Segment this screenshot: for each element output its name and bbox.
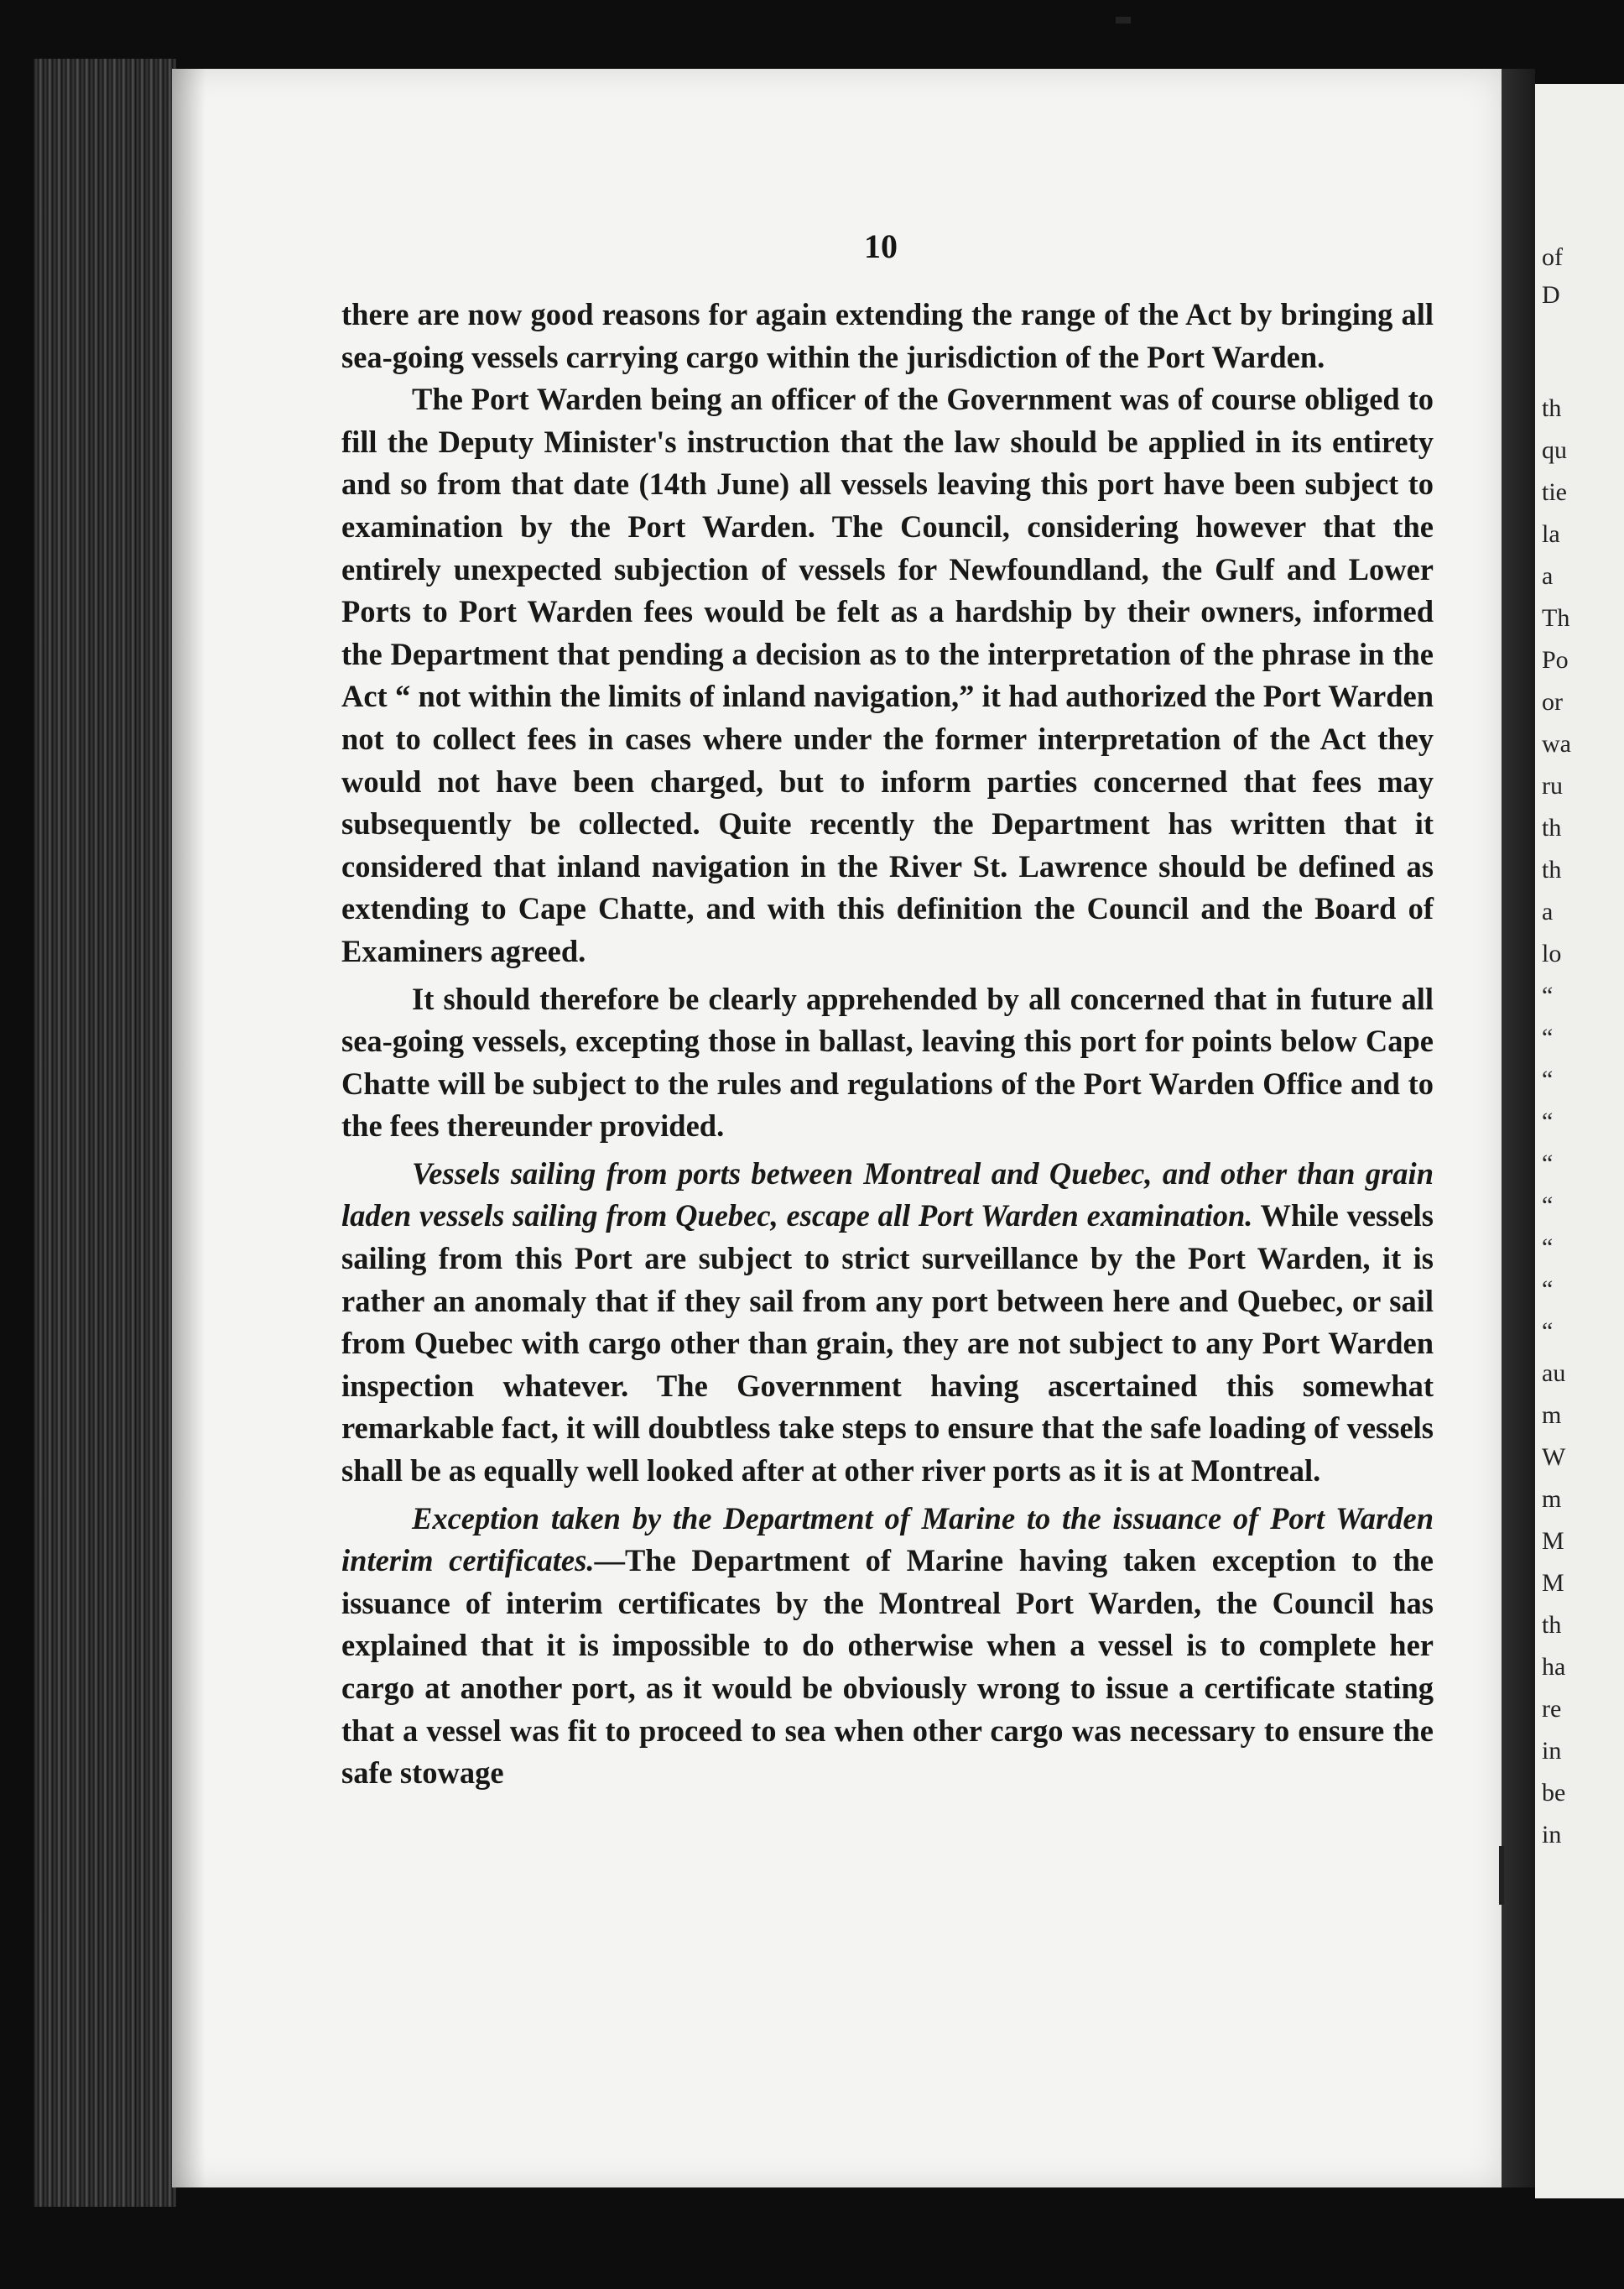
facing-page-text: “	[1542, 1150, 1554, 1177]
facing-page-text: W	[1542, 1443, 1566, 1471]
facing-page-text: ru	[1542, 772, 1563, 800]
facing-page-text: “	[1542, 1317, 1554, 1345]
facing-page-text: in	[1542, 1737, 1562, 1765]
facing-page-text: qu	[1542, 436, 1567, 464]
spine-gap	[1502, 69, 1535, 2187]
facing-page-text: a	[1542, 898, 1554, 926]
facing-page-text: “	[1542, 982, 1554, 1009]
scan-mark	[1116, 17, 1131, 23]
paragraph-4	[341, 1153, 1434, 1493]
facing-page-text: Po	[1542, 646, 1569, 674]
paragraph-5-body: —The Department of Marine having taken exception to the issuance of interim certificates by the Montreal Port Warden, the Council has explained that it is impossible to do otherwise when a vessel is to complete her cargo at another port, as it would be obviously wrong to issue a certificate stating that a vessel was fit to proceed to sea when other cargo was necessary to ensure the safe stowage	[341, 1543, 1434, 1791]
facing-page-text: “	[1542, 1108, 1554, 1135]
facing-page-text: tie	[1542, 478, 1567, 506]
body-text	[341, 294, 1434, 1795]
paragraph-5-heading: Exception taken by the Department of Marine to the issuance of Port Warden interim certificates.	[341, 1500, 1434, 1578]
paragraph-1: there are now good reasons for again extending the range of the Act by bringing all sea-going vessels carrying cargo within the jurisdiction of the Port Warden.	[341, 297, 1434, 374]
facing-page-text: th	[1542, 394, 1562, 422]
paragraph-3: It should therefore be clearly apprehended by all concerned that in future all sea-going vessels, excepting those in ballast, leaving this port for points below Cape Chatte will be subject to the rules and regulations of the Port Warden Office and to the fees thereunder provided.	[341, 981, 1434, 1144]
paragraph-4-body: While vessels sailing from this Port are subject to strict surveillance by the Port Warden, it is rather an anomaly that if they sail from any port between here and Quebec, or sail from Quebec with cargo other than grain, they are not subject to any Port Warden inspection whatever. The Government having ascertained this somewhat remarkable fact, it will doubtless take steps to ensure that the safe loading of vessels shall be as equally well looked after at other river ports as it is at Montreal.	[341, 1198, 1434, 1489]
facing-page-text: “	[1542, 1066, 1554, 1093]
facing-page-text: be	[1542, 1779, 1566, 1807]
page-number: 10	[864, 227, 898, 265]
facing-page-text: “	[1542, 1024, 1554, 1051]
facing-page-text: Th	[1542, 604, 1570, 632]
facing-page-text: in	[1542, 1821, 1562, 1848]
paragraph-4-heading: Vessels sailing from ports between Montreal and Quebec, and other than grain laden vessels sailing from Quebec, escape all Port Warden examination.	[341, 1155, 1434, 1233]
facing-page-text: “	[1542, 1233, 1554, 1261]
facing-page-text: “	[1542, 1275, 1554, 1303]
facing-page-text: ha	[1542, 1653, 1566, 1681]
facing-page-text: a	[1542, 562, 1554, 590]
facing-page-text: or	[1542, 688, 1563, 716]
facing-page-text: m	[1542, 1485, 1562, 1513]
page-gutter-shadow	[172, 69, 206, 2187]
facing-page-text: re	[1542, 1695, 1562, 1723]
facing-page-text: of	[1542, 243, 1563, 271]
paragraph-5	[341, 1498, 1434, 1795]
facing-page-text: th	[1542, 856, 1562, 884]
book-page-edges	[34, 59, 176, 2207]
facing-page-text: M	[1542, 1569, 1564, 1597]
facing-page-text: th	[1542, 1611, 1562, 1639]
facing-page-text: M	[1542, 1527, 1564, 1555]
facing-page-text: m	[1542, 1401, 1562, 1429]
facing-page-fragment	[1535, 84, 1624, 2198]
facing-page-text: au	[1542, 1359, 1566, 1387]
facing-page-text: lo	[1542, 940, 1562, 967]
facing-page-text: D	[1542, 281, 1560, 309]
facing-page-text: wa	[1542, 730, 1571, 758]
facing-page-text: th	[1542, 814, 1562, 842]
scan-mark-right	[1499, 1846, 1504, 1905]
paragraph-2: The Port Warden being an officer of the Government was of course obliged to fill the Deputy Minister's instruction that the law should be applied in its entirety and so from that date (14th June) all vessels leaving this port have been subject to examination by the Port Warden. The Council, considering however that the entirely unexpected subjection of vessels for Newfoundland, the Gulf and Lower Ports to Port Warden fees would be felt as a hardship by their owners, informed the Department that pending a decision as to the interpretation of the phrase in the Act “ not within the limits of inland navigation,” it had authorized the Port Warden not to collect fees in cases where under the former interpretation of the Act they would not have been charged, but to inform parties concerned that fees may subsequently be collected. Quite recently the Department has written that it considered that inland navigation in the River St. Lawrence should be defined as extending to Cape Chatte, and with this definition the Council and the Board of Examiners agreed.	[341, 382, 1434, 968]
facing-page-text: la	[1542, 520, 1560, 548]
facing-page-text: “	[1542, 1191, 1554, 1219]
